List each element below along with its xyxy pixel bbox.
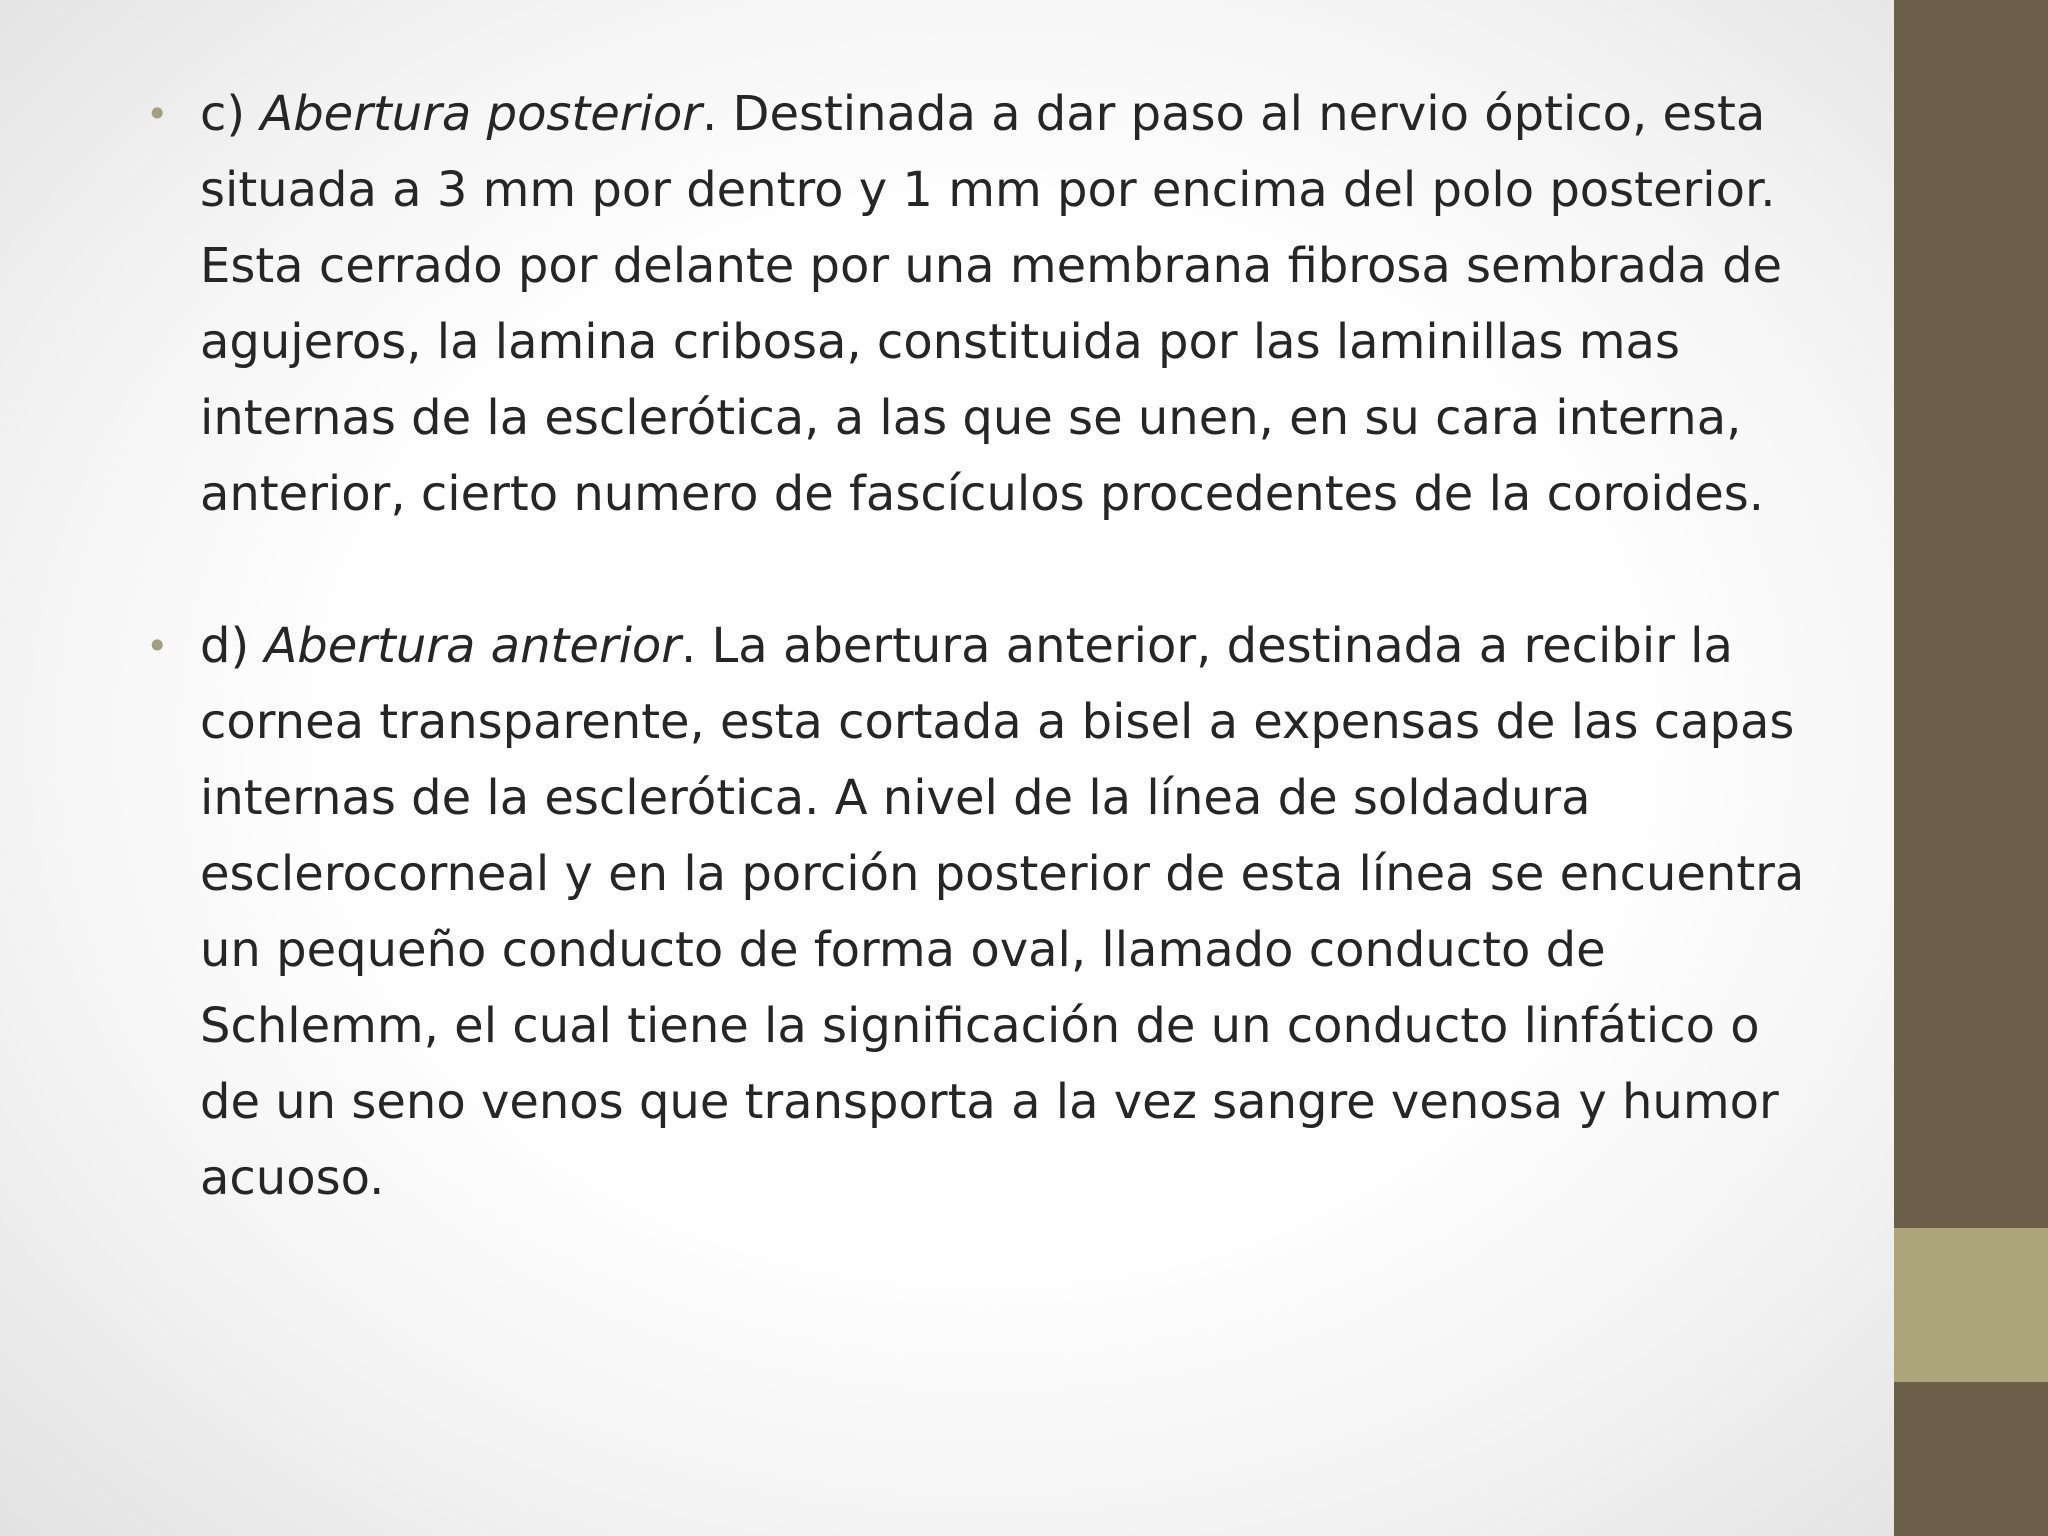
bullet-body: . Destinada a dar paso al nervio óptico, esta situada a 3 mm por dentro y 1 mm por encima del polo posterior. Esta cerrado por delante por una membrana fibrosa sembrada de agujeros, la lamina cribosa, constituida por las laminillas mas internas de la esclerótica, a las que se unen, en su cara interna, anterior, cierto numero de fascículos procedentes de la coroides.	[200, 86, 1783, 522]
bullet-marker: •	[146, 92, 169, 136]
bullet-term: Abertura anterior	[264, 618, 682, 674]
bullet-item-anterior	[146, 608, 1806, 1216]
accent-band	[1894, 1228, 2048, 1382]
bullet-marker: •	[146, 624, 169, 668]
bullet-prefix: c)	[200, 86, 261, 142]
bullet-item-posterior	[146, 76, 1806, 532]
bullet-prefix: d)	[200, 618, 265, 674]
bullet-body: . La abertura anterior, destinada a recibir la cornea transparente, esta cortada a bisel a expensas de las capas internas de la esclerótica. A nivel de la línea de soldadura esclerocorneal y en la porción posterior de esta línea se encuentra un pequeño conducto de forma oval, llamado conducto de Schlemm, el cual tiene la significación de un conducto linfático o de un seno venos que transporta a la vez sangre venosa y humor acuoso.	[200, 618, 1805, 1206]
bullet-term: Abertura posterior	[260, 86, 702, 142]
slide-content	[146, 76, 1806, 1216]
